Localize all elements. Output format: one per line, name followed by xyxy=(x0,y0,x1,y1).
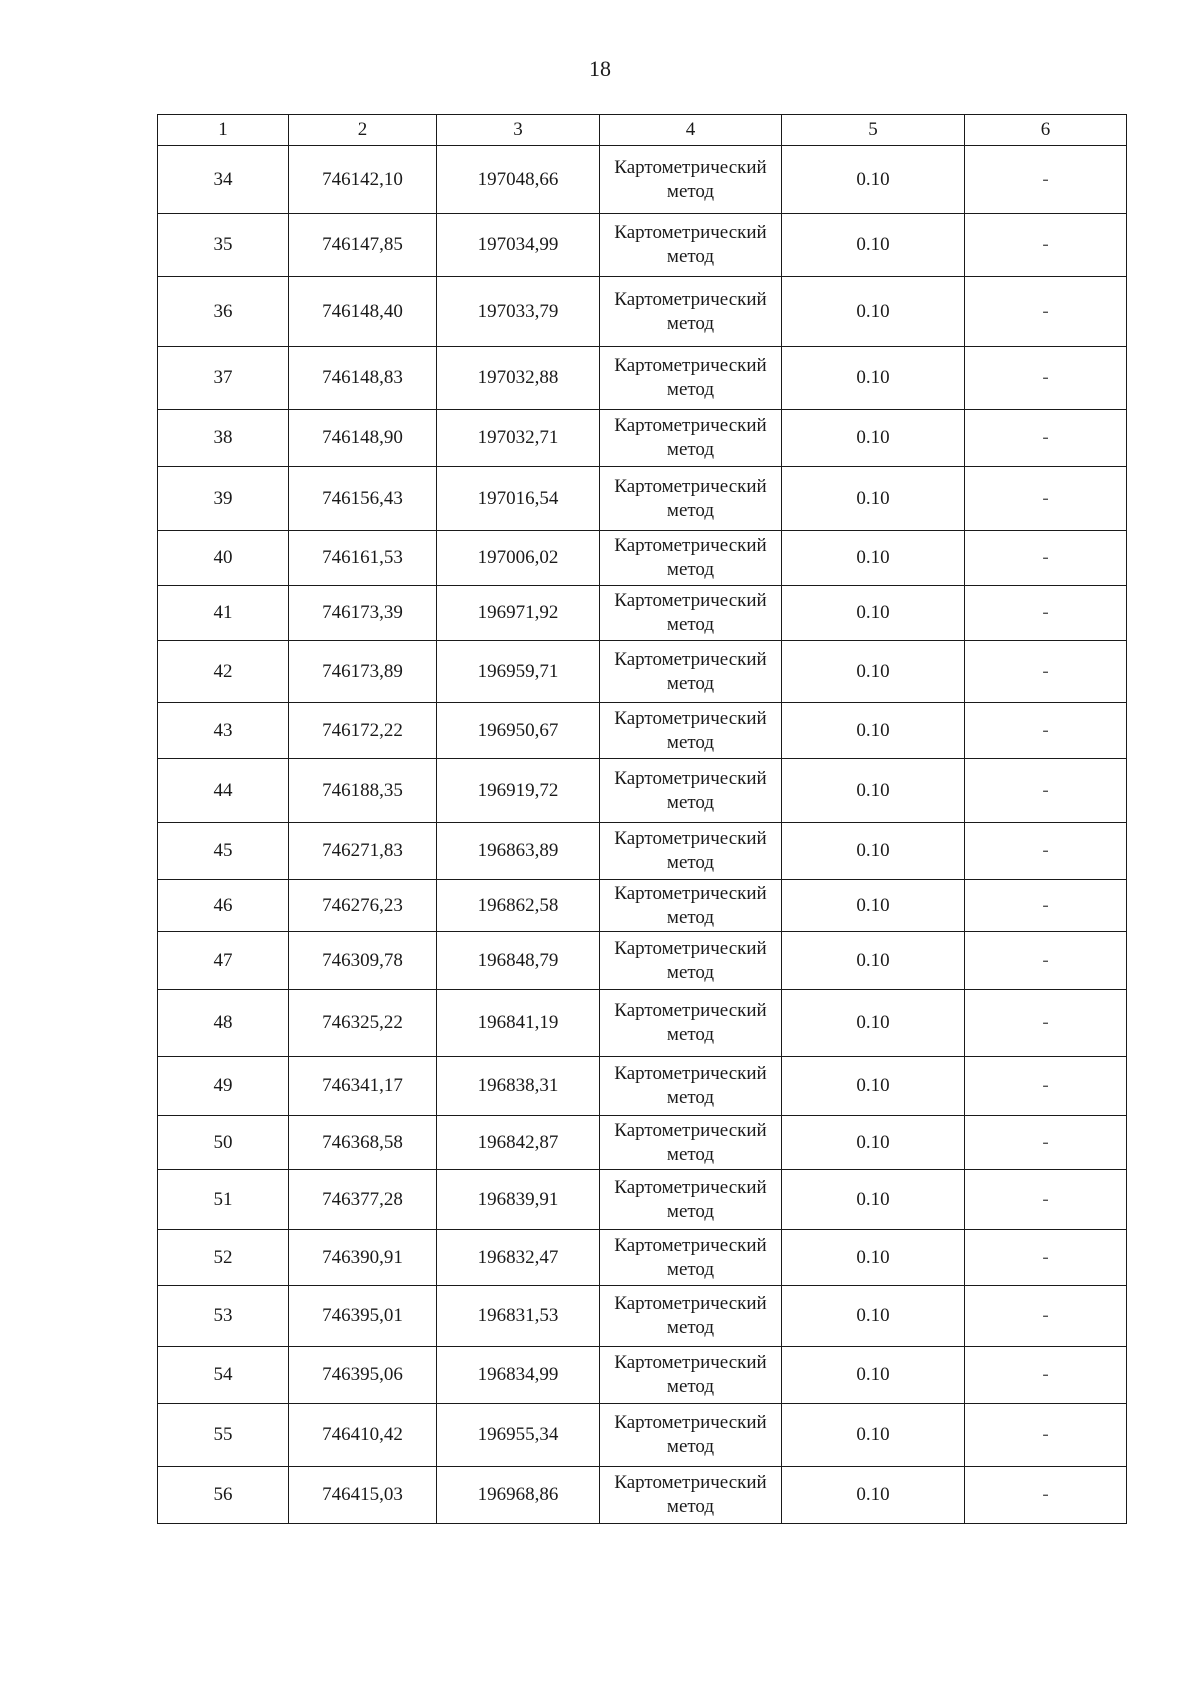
note-cell: - xyxy=(965,932,1127,990)
y-coordinate-cell: 197034,99 xyxy=(437,214,600,277)
x-coordinate-cell: 746410,42 xyxy=(289,1404,437,1467)
column-header: 1 xyxy=(158,115,289,146)
y-coordinate-cell: 196834,99 xyxy=(437,1347,600,1404)
y-coordinate-cell: 196841,19 xyxy=(437,990,600,1057)
method-line-1: Картометрический xyxy=(614,415,767,436)
table-row xyxy=(158,1116,1127,1170)
x-coordinate-cell: 746142,10 xyxy=(289,146,437,214)
accuracy-cell: 0.10 xyxy=(782,214,965,277)
accuracy-cell: 0.10 xyxy=(782,823,965,880)
table-row xyxy=(158,1057,1127,1116)
table-row xyxy=(158,1286,1127,1347)
point-number-cell: 36 xyxy=(158,277,289,347)
y-coordinate-cell: 196968,86 xyxy=(437,1467,600,1524)
method-line-2: метод xyxy=(666,1376,715,1397)
method-cell xyxy=(600,880,782,932)
method-cell xyxy=(600,703,782,759)
method-line-2: метод xyxy=(666,246,715,267)
accuracy-cell: 0.10 xyxy=(782,146,965,214)
method-line-1: Картометрический xyxy=(614,707,767,729)
y-coordinate-cell: 197048,66 xyxy=(437,146,600,214)
point-number-cell: 56 xyxy=(158,1467,289,1524)
point-number-cell: 48 xyxy=(158,990,289,1057)
note-cell: - xyxy=(965,759,1127,823)
table-row xyxy=(158,410,1127,467)
method-cell xyxy=(600,932,782,990)
accuracy-cell: 0.10 xyxy=(782,1057,965,1116)
coordinates-table xyxy=(157,114,1127,1524)
note-cell: - xyxy=(965,467,1127,531)
point-number-cell: 46 xyxy=(158,880,289,932)
x-coordinate-cell: 746271,83 xyxy=(289,823,437,880)
table-row xyxy=(158,586,1127,641)
table-row xyxy=(158,1404,1127,1467)
accuracy-cell: 0.10 xyxy=(782,586,965,641)
y-coordinate-cell: 197032,88 xyxy=(437,347,600,410)
method-line-1: Картометрический xyxy=(614,1412,767,1433)
table-row xyxy=(158,932,1127,990)
method-line-1: Картометрический xyxy=(614,882,767,904)
note-cell: - xyxy=(965,531,1127,586)
column-header: 5 xyxy=(782,115,965,146)
point-number-cell: 50 xyxy=(158,1116,289,1170)
column-header: 6 xyxy=(965,115,1127,146)
y-coordinate-cell: 196971,92 xyxy=(437,586,600,641)
table-row xyxy=(158,990,1127,1057)
point-number-cell: 55 xyxy=(158,1404,289,1467)
method-line-2: метод xyxy=(666,731,715,753)
method-cell xyxy=(600,990,782,1057)
method-line-1: Картометрический xyxy=(614,288,767,310)
point-number-cell: 41 xyxy=(158,586,289,641)
point-number-cell: 45 xyxy=(158,823,289,880)
y-coordinate-cell: 196863,89 xyxy=(437,823,600,880)
x-coordinate-cell: 746377,28 xyxy=(289,1170,437,1230)
accuracy-cell: 0.10 xyxy=(782,932,965,990)
accuracy-cell: 0.10 xyxy=(782,1467,965,1524)
accuracy-cell: 0.10 xyxy=(782,1286,965,1347)
x-coordinate-cell: 746148,90 xyxy=(289,410,437,467)
note-cell: - xyxy=(965,990,1127,1057)
point-number-cell: 38 xyxy=(158,410,289,467)
y-coordinate-cell: 197006,02 xyxy=(437,531,600,586)
y-coordinate-cell: 196959,71 xyxy=(437,641,600,703)
method-cell xyxy=(600,586,782,641)
method-line-2: метод xyxy=(666,961,715,983)
point-number-cell: 37 xyxy=(158,347,289,410)
method-cell xyxy=(600,1116,782,1170)
accuracy-cell: 0.10 xyxy=(782,347,965,410)
note-cell: - xyxy=(965,1170,1127,1230)
note-cell: - xyxy=(965,214,1127,277)
note-cell: - xyxy=(965,277,1127,347)
method-cell xyxy=(600,146,782,214)
method-line-2: метод xyxy=(666,1024,715,1045)
note-cell: - xyxy=(965,823,1127,880)
point-number-cell: 47 xyxy=(158,932,289,990)
method-cell xyxy=(600,641,782,703)
table-row xyxy=(158,880,1127,932)
point-number-cell: 40 xyxy=(158,531,289,586)
page-number: 18 xyxy=(589,56,611,81)
accuracy-cell: 0.10 xyxy=(782,759,965,823)
x-coordinate-cell: 746148,40 xyxy=(289,277,437,347)
accuracy-cell: 0.10 xyxy=(782,990,965,1057)
accuracy-cell: 0.10 xyxy=(782,703,965,759)
method-line-1: Картометрический xyxy=(614,828,767,849)
method-line-2: метод xyxy=(666,791,715,813)
y-coordinate-cell: 197032,71 xyxy=(437,410,600,467)
x-coordinate-cell: 746161,53 xyxy=(289,531,437,586)
method-cell xyxy=(600,1057,782,1116)
accuracy-cell: 0.10 xyxy=(782,1404,965,1467)
note-cell: - xyxy=(965,1286,1127,1347)
y-coordinate-cell: 196848,79 xyxy=(437,932,600,990)
method-line-1: Картометрический xyxy=(614,1063,767,1084)
method-line-1: Картометрический xyxy=(614,1176,767,1198)
x-coordinate-cell: 746148,83 xyxy=(289,347,437,410)
point-number-cell: 49 xyxy=(158,1057,289,1116)
x-coordinate-cell: 746309,78 xyxy=(289,932,437,990)
point-number-cell: 34 xyxy=(158,146,289,214)
x-coordinate-cell: 746173,89 xyxy=(289,641,437,703)
table-row xyxy=(158,146,1127,214)
point-number-cell: 39 xyxy=(158,467,289,531)
method-cell xyxy=(600,467,782,531)
method-line-2: метод xyxy=(666,439,715,460)
method-line-1: Картометрический xyxy=(614,1119,767,1141)
method-line-1: Картометрический xyxy=(614,767,767,789)
accuracy-cell: 0.10 xyxy=(782,1230,965,1286)
y-coordinate-cell: 196955,34 xyxy=(437,1404,600,1467)
column-header: 4 xyxy=(600,115,782,146)
note-cell: - xyxy=(965,347,1127,410)
note-cell: - xyxy=(965,1057,1127,1116)
x-coordinate-cell: 746395,06 xyxy=(289,1347,437,1404)
method-cell xyxy=(600,823,782,880)
method-cell xyxy=(600,214,782,277)
point-number-cell: 54 xyxy=(158,1347,289,1404)
method-line-1: Картометрический xyxy=(614,475,767,497)
x-coordinate-cell: 746325,22 xyxy=(289,990,437,1057)
column-header: 2 xyxy=(289,115,437,146)
accuracy-cell: 0.10 xyxy=(782,1116,965,1170)
method-line-2: метод xyxy=(666,180,715,202)
accuracy-cell: 0.10 xyxy=(782,880,965,932)
table-row xyxy=(158,1230,1127,1286)
y-coordinate-cell: 196919,72 xyxy=(437,759,600,823)
accuracy-cell: 0.10 xyxy=(782,410,965,467)
y-coordinate-cell: 197016,54 xyxy=(437,467,600,531)
point-number-cell: 51 xyxy=(158,1170,289,1230)
method-cell xyxy=(600,1230,782,1286)
table-row xyxy=(158,531,1127,586)
method-line-1: Картометрический xyxy=(614,156,767,178)
y-coordinate-cell: 196832,47 xyxy=(437,1230,600,1286)
method-cell xyxy=(600,410,782,467)
header-row xyxy=(158,115,1127,146)
x-coordinate-cell: 746341,17 xyxy=(289,1057,437,1116)
x-coordinate-cell: 746156,43 xyxy=(289,467,437,531)
method-line-2: метод xyxy=(666,614,715,635)
x-coordinate-cell: 746368,58 xyxy=(289,1116,437,1170)
method-line-2: метод xyxy=(666,499,715,521)
note-cell: - xyxy=(965,1404,1127,1467)
method-line-2: метод xyxy=(666,1496,715,1517)
method-line-1: Картометрический xyxy=(614,535,767,556)
method-line-2: метод xyxy=(666,1087,715,1108)
method-line-2: метод xyxy=(666,312,715,334)
method-line-1: Картометрический xyxy=(614,222,767,243)
method-line-1: Картометрический xyxy=(614,1352,767,1373)
table-row xyxy=(158,823,1127,880)
table-row xyxy=(158,703,1127,759)
accuracy-cell: 0.10 xyxy=(782,467,965,531)
accuracy-cell: 0.10 xyxy=(782,1347,965,1404)
x-coordinate-cell: 746390,91 xyxy=(289,1230,437,1286)
method-line-2: метод xyxy=(666,1143,715,1165)
accuracy-cell: 0.10 xyxy=(782,641,965,703)
x-coordinate-cell: 746173,39 xyxy=(289,586,437,641)
method-line-1: Картометрический xyxy=(614,355,767,376)
x-coordinate-cell: 746172,22 xyxy=(289,703,437,759)
method-line-2: метод xyxy=(666,559,715,580)
note-cell: - xyxy=(965,641,1127,703)
note-cell: - xyxy=(965,880,1127,932)
method-line-2: метод xyxy=(666,672,715,694)
note-cell: - xyxy=(965,410,1127,467)
point-number-cell: 53 xyxy=(158,1286,289,1347)
note-cell: - xyxy=(965,1467,1127,1524)
x-coordinate-cell: 746147,85 xyxy=(289,214,437,277)
method-line-2: метод xyxy=(666,1436,715,1457)
method-cell xyxy=(600,1170,782,1230)
method-cell xyxy=(600,1347,782,1404)
method-cell xyxy=(600,1467,782,1524)
accuracy-cell: 0.10 xyxy=(782,277,965,347)
method-line-1: Картометрический xyxy=(614,1234,767,1256)
method-cell xyxy=(600,1404,782,1467)
note-cell: - xyxy=(965,146,1127,214)
note-cell: - xyxy=(965,1230,1127,1286)
y-coordinate-cell: 197033,79 xyxy=(437,277,600,347)
y-coordinate-cell: 196839,91 xyxy=(437,1170,600,1230)
table-row xyxy=(158,1170,1127,1230)
point-number-cell: 44 xyxy=(158,759,289,823)
table-row xyxy=(158,347,1127,410)
note-cell: - xyxy=(965,586,1127,641)
accuracy-cell: 0.10 xyxy=(782,1170,965,1230)
method-line-1: Картометрический xyxy=(614,590,767,611)
point-number-cell: 35 xyxy=(158,214,289,277)
y-coordinate-cell: 196950,67 xyxy=(437,703,600,759)
y-coordinate-cell: 196831,53 xyxy=(437,1286,600,1347)
table-row xyxy=(158,1467,1127,1524)
method-line-2: метод xyxy=(666,906,715,928)
method-line-2: метод xyxy=(666,1258,715,1280)
method-line-1: Картометрический xyxy=(614,1472,767,1493)
method-cell xyxy=(600,531,782,586)
y-coordinate-cell: 196862,58 xyxy=(437,880,600,932)
method-line-2: метод xyxy=(666,1200,715,1222)
table-row xyxy=(158,641,1127,703)
method-cell xyxy=(600,1286,782,1347)
x-coordinate-cell: 746395,01 xyxy=(289,1286,437,1347)
x-coordinate-cell: 746188,35 xyxy=(289,759,437,823)
accuracy-cell: 0.10 xyxy=(782,531,965,586)
column-header: 3 xyxy=(437,115,600,146)
table-row xyxy=(158,467,1127,531)
method-cell xyxy=(600,347,782,410)
point-number-cell: 42 xyxy=(158,641,289,703)
method-line-2: метод xyxy=(666,852,715,873)
point-number-cell: 43 xyxy=(158,703,289,759)
note-cell: - xyxy=(965,703,1127,759)
table-row xyxy=(158,1347,1127,1404)
note-cell: - xyxy=(965,1116,1127,1170)
method-cell xyxy=(600,277,782,347)
method-line-1: Картометрический xyxy=(614,937,767,959)
method-cell xyxy=(600,759,782,823)
method-line-2: метод xyxy=(666,1317,715,1338)
note-cell: - xyxy=(965,1347,1127,1404)
x-coordinate-cell: 746276,23 xyxy=(289,880,437,932)
table-row xyxy=(158,277,1127,347)
y-coordinate-cell: 196838,31 xyxy=(437,1057,600,1116)
point-number-cell: 52 xyxy=(158,1230,289,1286)
method-line-2: метод xyxy=(666,379,715,400)
table-row xyxy=(158,214,1127,277)
method-line-1: Картометрический xyxy=(614,1000,767,1021)
y-coordinate-cell: 196842,87 xyxy=(437,1116,600,1170)
x-coordinate-cell: 746415,03 xyxy=(289,1467,437,1524)
table-row xyxy=(158,759,1127,823)
method-line-1: Картометрический xyxy=(614,648,767,670)
method-line-1: Картометрический xyxy=(614,1293,767,1314)
